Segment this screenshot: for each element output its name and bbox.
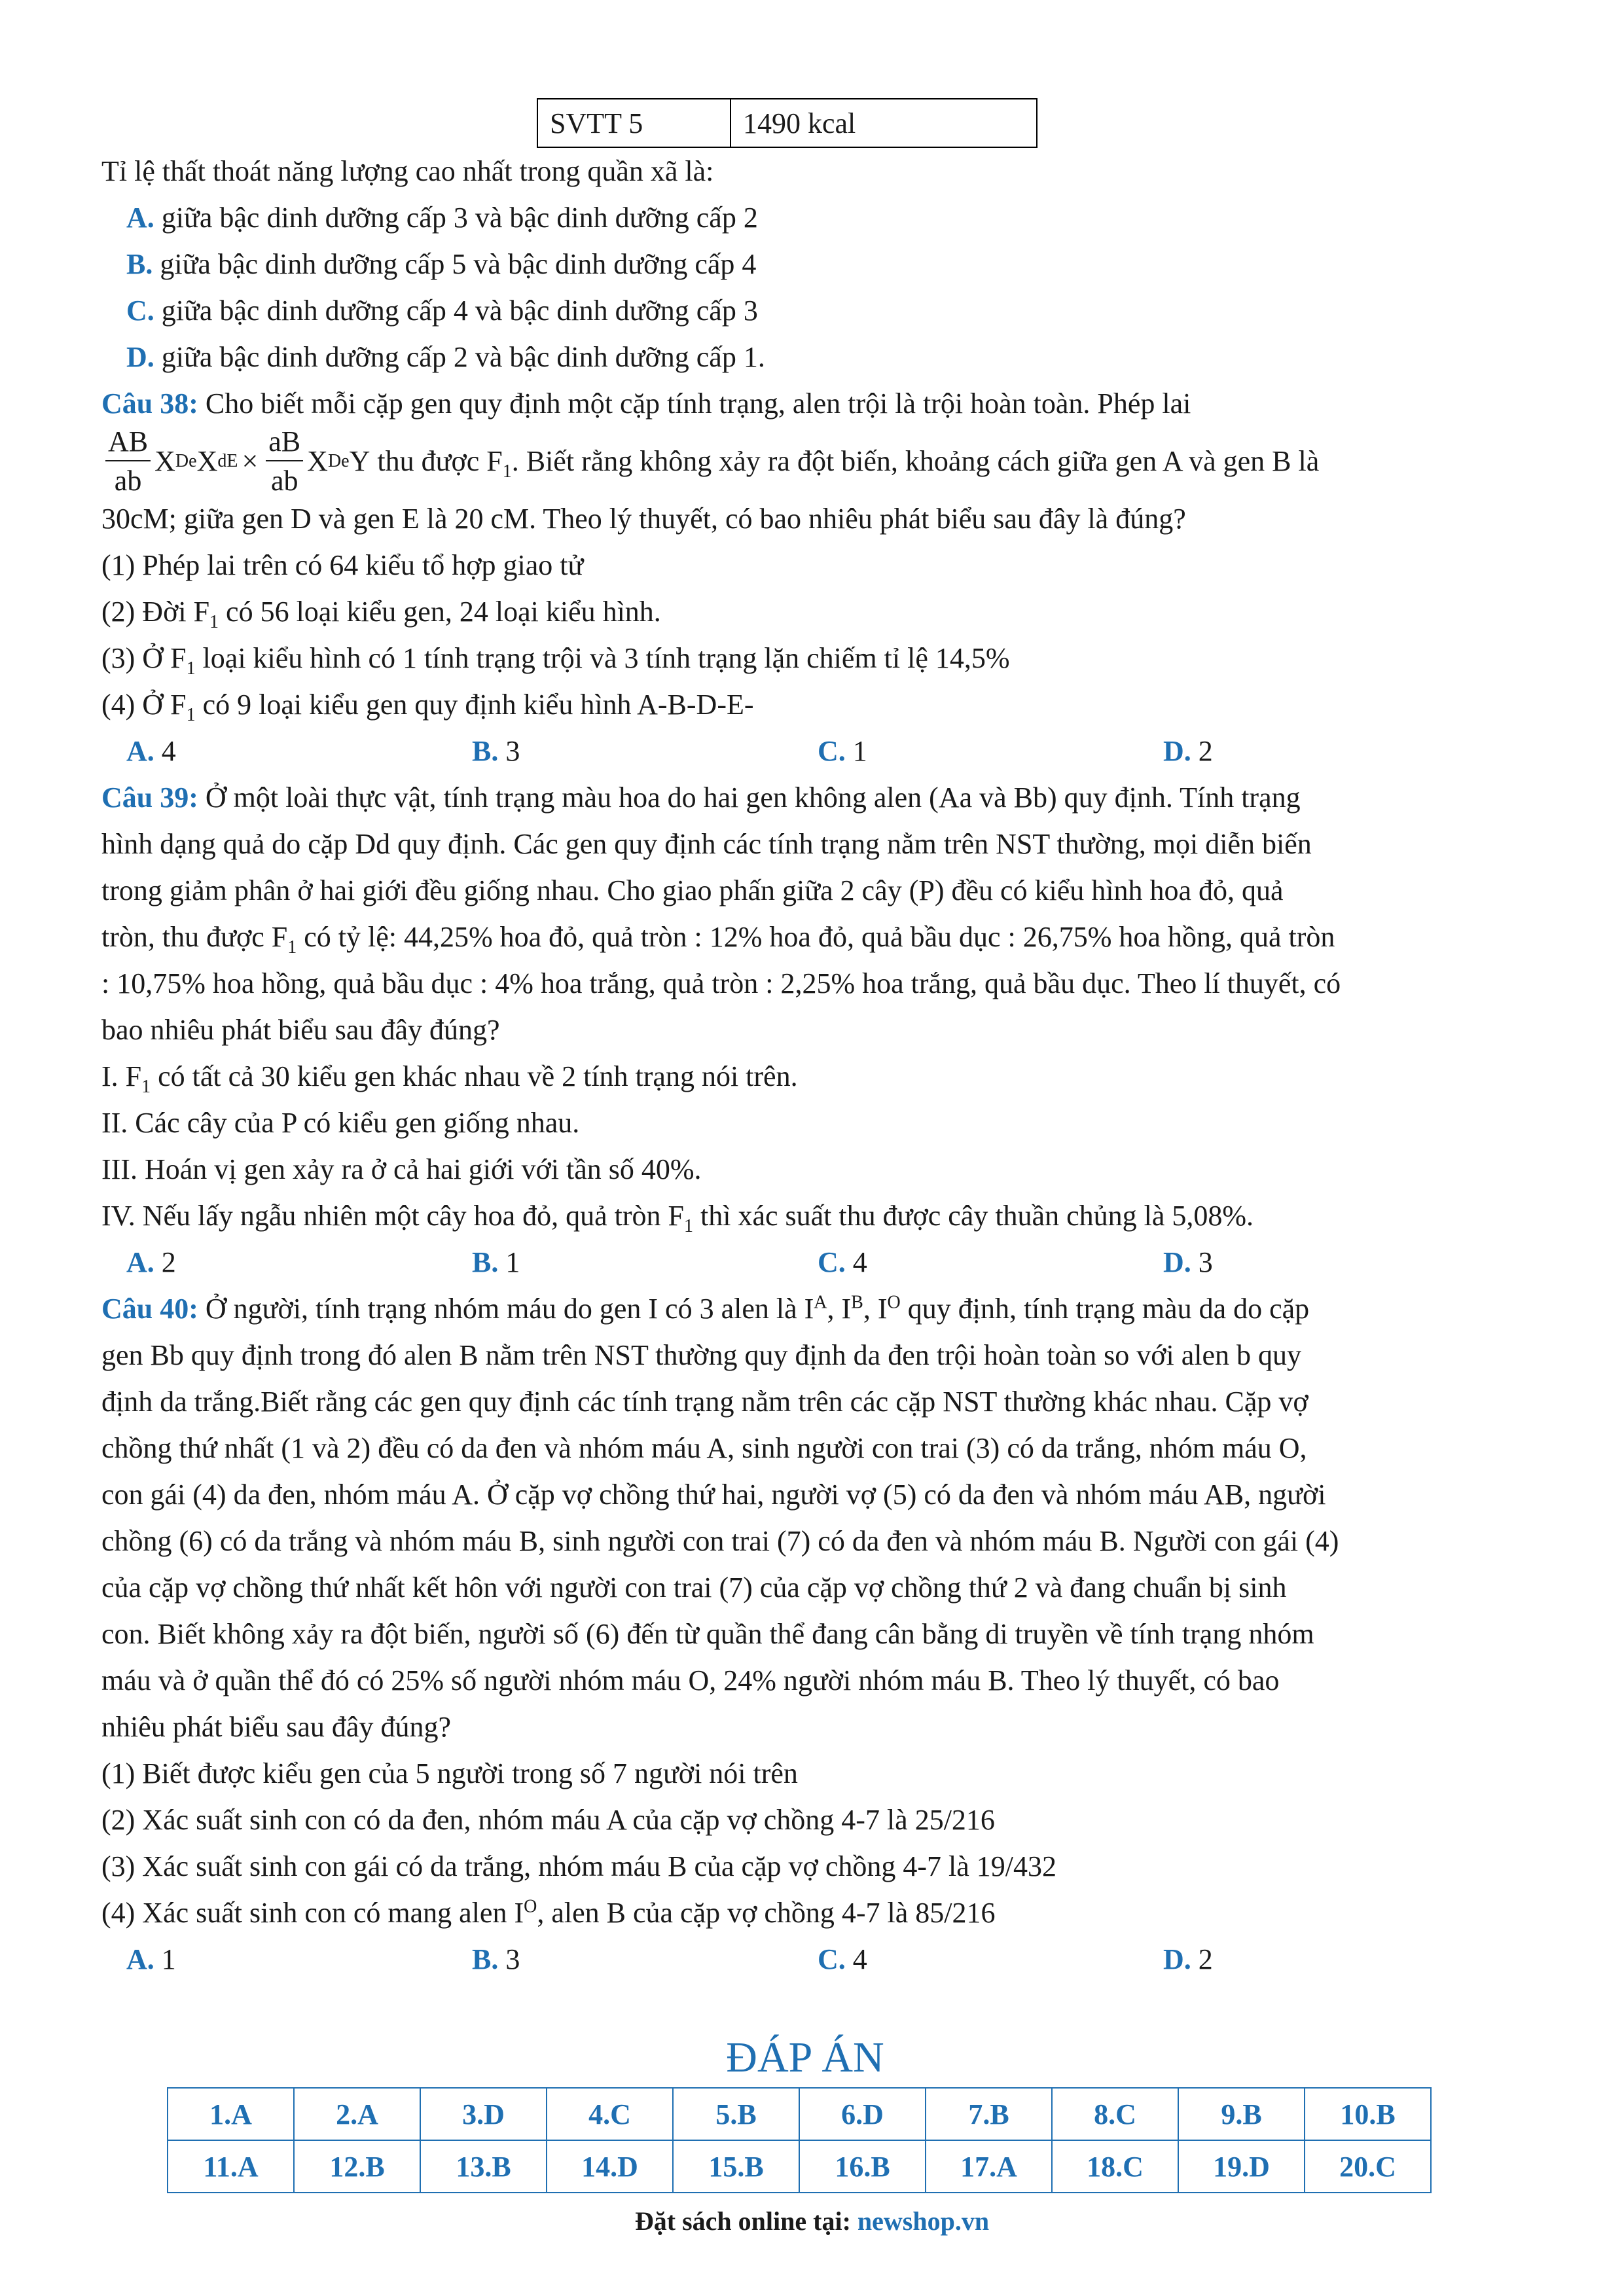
option-key: B. — [472, 1246, 499, 1278]
text: Ở người, tính trạng nhóm máu do gen I có 3 alen là I — [198, 1293, 814, 1325]
q40-line5: con gái (4) da đen, nhóm máu A. Ở cặp vợ chồng thứ hai, người vợ (5) có da đen và nhóm máu AB, người — [101, 1479, 1326, 1511]
superscript: B — [851, 1292, 863, 1313]
q40-line9: máu và ở quần thể đó có 25% số người nhóm máu O, 24% người nhóm máu B. Theo lý thuyết, có bao — [101, 1664, 1280, 1696]
q40-line8: con. Biết không xảy ra đột biến, người số (6) đến từ quần thể đang cân bằng di truyền về tính trạng nhóm — [101, 1618, 1314, 1650]
option-key: C. — [818, 1943, 846, 1975]
q39-line2: hình dạng quả do cặp Dd quy định. Các gen quy định các tính trạng nằm trên NST thường, mọi diễn biến — [101, 828, 1312, 860]
q40-line2: gen Bb quy định trong đó alen B nằm trên NST thường quy định da đen trội hoàn toàn so với alen b quy — [101, 1339, 1302, 1371]
option — [472, 1936, 818, 1982]
q38-after-formula — [370, 438, 1319, 484]
text: (4) Ở F — [101, 689, 187, 721]
text: (4) Xác suất sinh con có mang alen I — [101, 1897, 524, 1929]
answer-cell: 5.B — [673, 2088, 799, 2140]
subscript: 1 — [141, 1076, 151, 1097]
option — [818, 1936, 1163, 1982]
q39-options — [101, 1239, 1509, 1285]
text: quy định, tính trạng màu da do cặp — [900, 1293, 1310, 1325]
chromosome-x: X — [307, 445, 328, 477]
q38-statement-3 — [101, 635, 1509, 681]
answer-cell: 7.B — [926, 2088, 1052, 2140]
question-label: Câu 39: — [101, 781, 198, 814]
fraction-numerator: AB — [105, 427, 151, 461]
option-key: B. — [472, 735, 499, 767]
table-row — [168, 2140, 1431, 2193]
option — [1163, 1239, 1509, 1285]
question-label: Câu 38: — [101, 387, 198, 420]
footer-link[interactable]: newshop.vn — [857, 2206, 990, 2236]
option-text: 1 — [845, 735, 867, 767]
option-key: A. — [126, 1246, 154, 1278]
option-text: 3 — [498, 1943, 520, 1975]
option-text: 1 — [154, 1943, 176, 1975]
q37-option-a — [101, 194, 1509, 241]
subscript: 1 — [186, 704, 196, 725]
q38-statement-2 — [101, 588, 1509, 635]
answer-cell: 6.D — [799, 2088, 926, 2140]
option-key: D. — [126, 341, 154, 373]
option — [818, 728, 1163, 774]
answer-cell: 14.D — [547, 2140, 673, 2193]
option-key: D. — [1163, 1246, 1191, 1278]
q38-options — [101, 728, 1509, 774]
answer-cell: 19.D — [1178, 2140, 1305, 2193]
subscript: 1 — [502, 461, 512, 482]
q40-statement-4 — [101, 1890, 1509, 1936]
option-key: C. — [818, 1246, 846, 1278]
text: có 9 loại kiểu gen quy định kiểu hình A-B-D-E- — [195, 689, 754, 721]
text: có tỷ lệ: 44,25% hoa đỏ, quả tròn : 12% hoa đỏ, quả bầu dục : 26,75% hoa hồng, quả tròn — [297, 921, 1335, 953]
q39-statement-3: III. Hoán vị gen xảy ra ở cả hai giới với tần số 40%. — [101, 1153, 702, 1185]
table-row — [537, 99, 1037, 147]
q37-stem: Tỉ lệ thất thoát năng lượng cao nhất trong quần xã là: — [101, 155, 714, 187]
answer-cell: 3.D — [420, 2088, 547, 2140]
text: thì xác suất thu được cây thuần chủng là 5,08%. — [693, 1200, 1254, 1232]
text: tròn, thu được F — [101, 921, 288, 953]
q39-line1 — [101, 774, 1509, 821]
q37-option-d — [101, 334, 1509, 380]
answer-cell: 1.A — [168, 2088, 294, 2140]
option-text: giữa bậc dinh dưỡng cấp 4 và bậc dinh dưỡng cấp 3 — [154, 295, 758, 327]
q39-statement-4 — [101, 1193, 1509, 1239]
option-key: B. — [126, 248, 153, 280]
superscript: A — [814, 1292, 827, 1313]
q38-intro-text: Cho biết mỗi cặp gen quy định một cặp tính trạng, alen trội là trội hoàn toàn. Phép lai — [198, 387, 1191, 420]
q40-line3: định da trắng.Biết rằng các gen quy định các tính trạng nằm trên các cặp NST thường khác nhau. Cặp vợ — [101, 1386, 1308, 1418]
answer-cell: 11.A — [168, 2140, 294, 2193]
q40-line4: chồng thứ nhất (1 và 2) đều có da đen và nhóm máu A, sinh người con trai (3) có da trắng, nhóm máu O, — [101, 1432, 1307, 1464]
spacer — [101, 1982, 1509, 2028]
answer-cell: 9.B — [1178, 2088, 1305, 2140]
option-key: C. — [126, 295, 154, 327]
text: Ở một loài thực vật, tính trạng màu hoa do hai gen không alen (Aa và Bb) quy định. Tính trạng — [198, 781, 1301, 814]
option-key: A. — [126, 1943, 154, 1975]
footer — [0, 2206, 1624, 2236]
q39-line3: trong giảm phân ở hai giới đều giống nhau. Cho giao phấn giữa 2 cây (P) đều có kiểu hình hoa đỏ, quả — [101, 874, 1284, 906]
option — [126, 1239, 472, 1285]
option-text: giữa bậc dinh dưỡng cấp 3 và bậc dinh dưỡng cấp 2 — [154, 202, 758, 234]
option — [818, 1239, 1163, 1285]
cross-symbol: × — [242, 445, 259, 477]
q39-line4 — [101, 914, 1509, 960]
option — [472, 728, 818, 774]
q38-statement-1: (1) Phép lai trên có 64 kiểu tổ hợp giao tử — [101, 549, 584, 581]
footer-text: Đặt sách online tại: — [634, 2206, 857, 2236]
answer-cell: 13.B — [420, 2140, 547, 2193]
subscript: 1 — [209, 611, 219, 632]
answer-cell: 15.B — [673, 2140, 799, 2193]
option — [126, 1936, 472, 1982]
superscript: O — [524, 1896, 537, 1917]
option-text: 2 — [1191, 735, 1213, 767]
q38-cross-formula: $\frac{AB}{ab}$ X De X dE × $\frac{aB}{ab}$ X De Y thu được $F_1$. Biết rằng không xảy ra đột biến, khoảng cách giữa gen A và gen B là — [101, 427, 1509, 495]
q37-option-c — [101, 287, 1509, 334]
option-text: 4 — [845, 1943, 867, 1975]
answer-cell: 4.C — [547, 2088, 673, 2140]
document-page — [101, 98, 1509, 2193]
q39-line5: : 10,75% hoa hồng, quả bầu dục : 4% hoa trắng, quả tròn : 2,25% hoa trắng, quả bầu dục. Theo lí thuyết, có — [101, 967, 1341, 999]
fraction-denominator: ab — [114, 464, 142, 497]
option-text: giữa bậc dinh dưỡng cấp 5 và bậc dinh dưỡng cấp 4 — [153, 248, 757, 280]
text: I. F — [101, 1060, 142, 1092]
question-label: Câu 40: — [101, 1293, 198, 1325]
option — [1163, 728, 1509, 774]
fraction-denominator: ab — [270, 464, 298, 497]
option-key: D. — [1163, 735, 1191, 767]
option-text: 1 — [498, 1246, 520, 1278]
text: (2) Đời F — [101, 596, 210, 628]
answer-cell: 2.A — [294, 2088, 420, 2140]
superscript: O — [887, 1292, 901, 1313]
fraction-numerator: aB — [266, 427, 303, 461]
answer-cell: 17.A — [926, 2140, 1052, 2193]
option-text: 4 — [845, 1246, 867, 1278]
option-key: A. — [126, 202, 154, 234]
q38-statement-4 — [101, 681, 1509, 728]
q37-option-b — [101, 241, 1509, 287]
answer-cell: 10.B — [1305, 2088, 1431, 2140]
option-key: D. — [1163, 1943, 1191, 1975]
table-row — [168, 2088, 1431, 2140]
option — [472, 1239, 818, 1285]
q40-statement-2: (2) Xác suất sinh con có da đen, nhóm máu A của cặp vợ chồng 4-7 là 25/216 — [101, 1804, 995, 1836]
subscript: 1 — [186, 658, 196, 679]
q38-intro — [101, 380, 1509, 427]
q39-statement-1 — [101, 1053, 1509, 1100]
option — [1163, 1936, 1509, 1982]
text: có 56 loại kiểu gen, 24 loại kiểu hình. — [219, 596, 661, 628]
genotype-fraction — [105, 427, 151, 495]
text: . Biết rằng không xảy ra đột biến, khoảng cách giữa gen A và gen B là — [511, 445, 1320, 477]
option-text: 3 — [1191, 1246, 1213, 1278]
chromosome-y: Y — [349, 445, 370, 477]
text: (3) Ở F — [101, 642, 187, 674]
option-key: A. — [126, 735, 154, 767]
text: , I — [827, 1293, 852, 1325]
subscript: 1 — [684, 1215, 694, 1236]
text: loại kiểu hình có 1 tính trạng trội và 3 tính trạng lặn chiếm tỉ lệ 14,5% — [195, 642, 1010, 674]
q40-statement-3: (3) Xác suất sinh con gái có da trắng, nhóm máu B của cặp vợ chồng 4-7 là 19/432 — [101, 1850, 1056, 1882]
answer-key-table — [167, 2087, 1432, 2193]
answer-cell: 8.C — [1052, 2088, 1178, 2140]
energy-table-fragment — [537, 98, 1038, 148]
answer-cell: 18.C — [1052, 2140, 1178, 2193]
option-text: giữa bậc dinh dưỡng cấp 2 và bậc dinh dưỡng cấp 1. — [154, 341, 765, 373]
option-text: 2 — [154, 1246, 176, 1278]
option-text: 4 — [154, 735, 176, 767]
q40-line10: nhiêu phát biểu sau đây đúng? — [101, 1711, 451, 1743]
answer-key-title: ĐÁP ÁN — [726, 2034, 884, 2081]
genotype-fraction — [266, 427, 303, 495]
table-cell: SVTT 5 — [537, 99, 731, 147]
answer-cell: 12.B — [294, 2140, 420, 2193]
option-key: C. — [818, 735, 846, 767]
q40-statement-1: (1) Biết được kiểu gen của 5 người trong số 7 người nói trên — [101, 1757, 798, 1789]
option — [126, 728, 472, 774]
chromosome-x: X — [154, 445, 175, 477]
text: thu được F — [370, 445, 503, 477]
text: IV. Nếu lấy ngẫu nhiên một cây hoa đỏ, quả tròn F — [101, 1200, 685, 1232]
q40-line6: chồng (6) có da trắng và nhóm máu B, sinh người con trai (7) có da đen và nhóm máu B. Người con gái (4) — [101, 1525, 1339, 1557]
option-text: 2 — [1191, 1943, 1213, 1975]
option-key: B. — [472, 1943, 499, 1975]
q40-line7: của cặp vợ chồng thứ nhất kết hôn với người con trai (7) của cặp vợ chồng thứ 2 và đang chuẩn bị sinh — [101, 1571, 1287, 1604]
text: , alen B của cặp vợ chồng 4-7 là 85/216 — [537, 1897, 996, 1929]
text: , I — [863, 1293, 888, 1325]
q39-line6: bao nhiêu phát biểu sau đây đúng? — [101, 1014, 500, 1046]
table-cell: 1490 kcal — [731, 99, 1037, 147]
option-text: 3 — [498, 735, 520, 767]
q40-line1 — [101, 1285, 1509, 1332]
answer-cell: 16.B — [799, 2140, 926, 2193]
q38-line3: 30cM; giữa gen D và gen E là 20 cM. Theo lý thuyết, có bao nhiêu phát biểu sau đây là đúng? — [101, 503, 1186, 535]
q39-statement-2: II. Các cây của P có kiểu gen giống nhau. — [101, 1107, 580, 1139]
subscript: 1 — [287, 937, 297, 958]
q40-options — [101, 1936, 1509, 1982]
chromosome-x: X — [196, 445, 218, 477]
answer-cell: 20.C — [1305, 2140, 1431, 2193]
text: có tất cả 30 kiểu gen khác nhau về 2 tính trạng nói trên. — [151, 1060, 798, 1092]
